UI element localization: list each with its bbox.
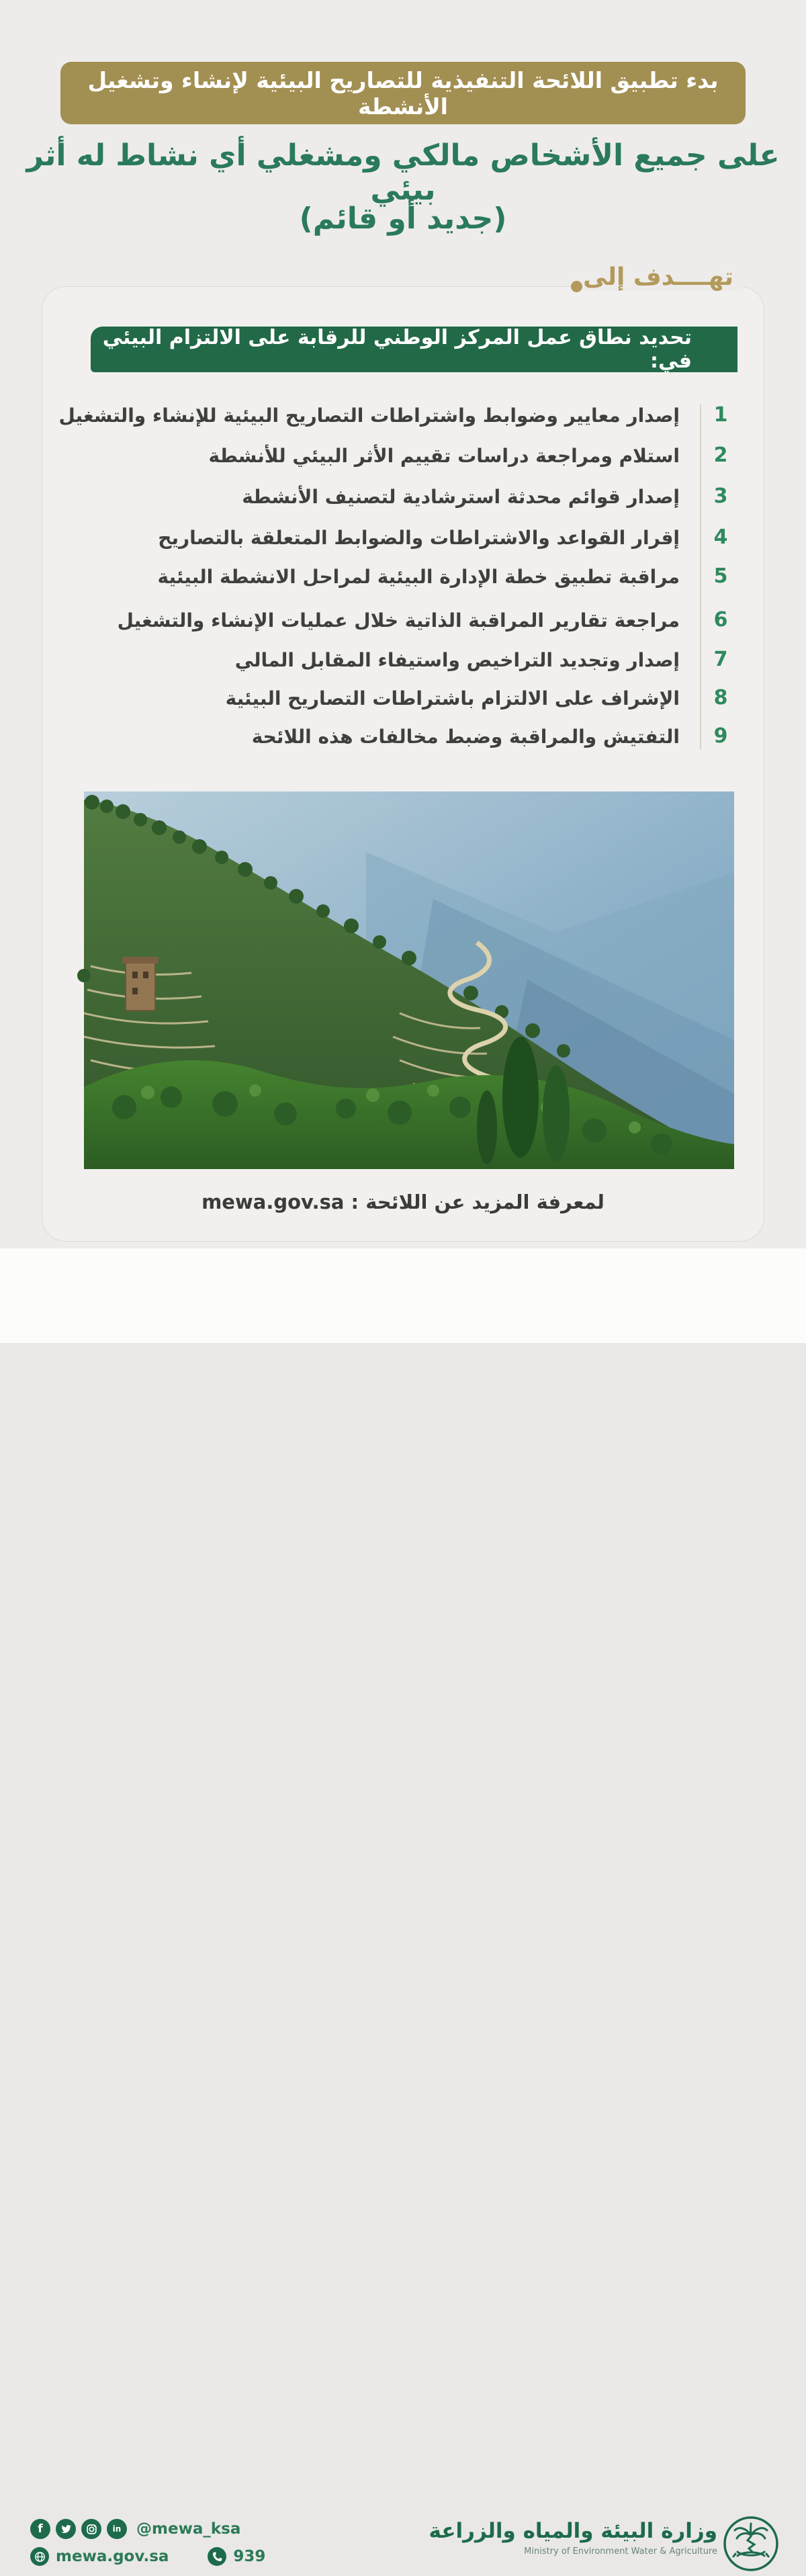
scope-header-bar xyxy=(91,327,737,372)
list-item: مراقبة تطبيق خطة الإدارة البيئية لمراحل الانشطة البيئية xyxy=(157,566,680,588)
linkedin-icon[interactable]: in xyxy=(107,2519,127,2539)
list-item: استلام ومراجعة دراسات تقييم الأثر البيئي للأنشطة xyxy=(208,445,680,467)
footer-bar xyxy=(0,1248,806,2565)
title-banner-text: بدء تطبيق اللائحة التنفيذية للتصاريح البيئية لإنشاء وتشغيل الأنشطة xyxy=(87,67,719,120)
list-item: مراجعة تقارير المراقبة الذاتية خلال عمليات الإنشاء والتشغيل xyxy=(117,609,680,632)
list-item-number: 9 xyxy=(713,724,728,748)
twitter-icon[interactable] xyxy=(56,2519,76,2539)
subtitle-line1: على جميع الأشخاص مالكي ومشغلي أي نشاط له أثر بيئي xyxy=(26,138,780,207)
list-item-number: 2 xyxy=(713,443,728,467)
list-item-number: 5 xyxy=(713,564,728,588)
mewa-website-link[interactable]: mewa.gov.sa xyxy=(202,1191,345,1213)
ministry-name-english: Ministry of Environment Water & Agriculture xyxy=(524,2546,717,2557)
footer-phone[interactable]: 939 xyxy=(233,2548,266,2565)
social-handle[interactable]: @mewa_ksa xyxy=(136,2520,241,2538)
list-item: إصدار وتجديد التراخيص واستيفاء المقابل المالي xyxy=(234,649,680,671)
title-banner xyxy=(60,62,746,124)
list-number-divider xyxy=(700,404,701,750)
ministry-name-arabic: وزارة البيئة والمياه والزراعة xyxy=(429,2519,717,2543)
mewa-logo xyxy=(721,2514,780,2573)
footer-website[interactable]: mewa.gov.sa xyxy=(56,2548,169,2565)
phone-icon xyxy=(208,2547,226,2566)
list-item: التفتيش والمراقبة وضبط مخالفات هذه اللائحة xyxy=(251,726,680,748)
more-info-label: لمعرفة المزيد عن اللائحة : xyxy=(351,1191,604,1213)
list-item-number: 7 xyxy=(713,648,728,671)
landscape-illustration xyxy=(84,791,734,1169)
list-item-number: 8 xyxy=(713,686,728,710)
list-item: إقرار القواعد والاشتراطات والضوابط المتعلقة بالتصاريح xyxy=(158,527,680,549)
contact-row xyxy=(30,2546,265,2567)
terraced-mountains-photo xyxy=(84,791,734,1169)
list-item: إصدار معايير وضوابط واشتراطات التصاريح البيئية للإنشاء والتشغيل xyxy=(58,404,680,427)
goal-label: تهــــدف إلى xyxy=(574,263,743,291)
instagram-icon[interactable] xyxy=(81,2519,101,2539)
list-item: إصدار قوائم محدثة استرشادية لتصنيف الأنشطة xyxy=(242,486,680,508)
list-item-number: 1 xyxy=(713,403,728,427)
social-links-row xyxy=(30,2518,240,2540)
subtitle-line2: (جديد أو قائم) xyxy=(299,202,507,236)
facebook-icon[interactable]: f xyxy=(30,2519,50,2539)
list-item-number: 3 xyxy=(713,484,728,508)
list-item-number: 6 xyxy=(713,608,728,632)
list-item-number: 4 xyxy=(713,525,728,549)
scope-header-text: تحديد نطاق عمل المركز الوطني للرقابة على الالتزام البيئي في: xyxy=(102,326,692,373)
more-info-caption xyxy=(42,1191,764,1213)
goal-dot-icon xyxy=(571,281,582,292)
list-item: الإشراف على الالتزام باشتراطات التصاريح البيئية xyxy=(225,687,680,710)
globe-icon xyxy=(30,2547,49,2566)
stone-tower xyxy=(122,957,159,1011)
